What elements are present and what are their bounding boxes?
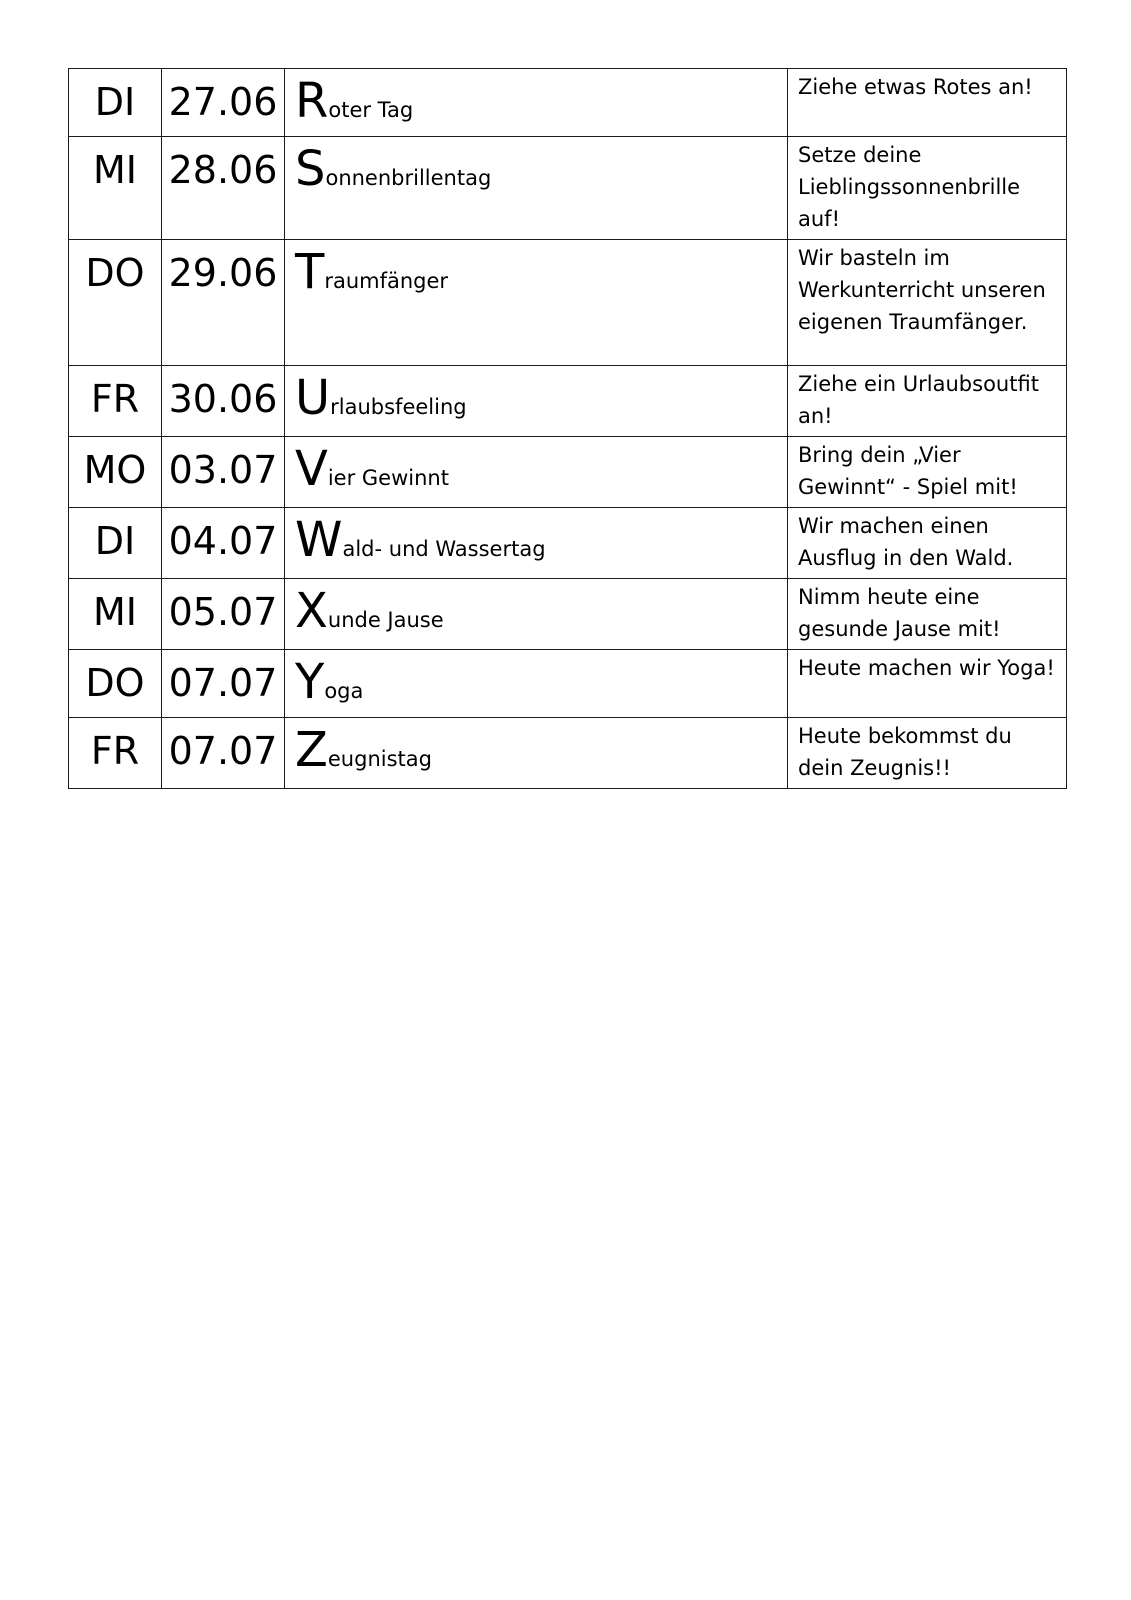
theme-cell xyxy=(285,69,788,137)
note-cell: Wir basteln im Werkunterricht unseren eigenen Traumfänger. xyxy=(788,240,1067,366)
theme-cell xyxy=(285,579,788,650)
table-row xyxy=(69,437,1067,508)
date-cell: 30.06 xyxy=(162,366,285,437)
day-cell: DI xyxy=(69,508,162,579)
date-cell: 04.07 xyxy=(162,508,285,579)
table-row xyxy=(69,69,1067,137)
table-row xyxy=(69,137,1067,240)
theme-initial: Y xyxy=(295,654,325,710)
theme-initial: V xyxy=(295,441,328,497)
note-cell: Heute bekommst du dein Zeugnis!! xyxy=(788,718,1067,789)
theme-initial: R xyxy=(295,73,329,129)
date-cell: 29.06 xyxy=(162,240,285,366)
note-cell: Bring dein „Vier Gewinnt“ - Spiel mit! xyxy=(788,437,1067,508)
note-cell: Heute machen wir Yoga! xyxy=(788,650,1067,718)
theme-rest: unde Jause xyxy=(327,608,444,632)
theme-rest: rlaubsfeeling xyxy=(330,395,467,419)
table-row xyxy=(69,508,1067,579)
note-cell: Wir machen einen Ausflug in den Wald. xyxy=(788,508,1067,579)
day-cell: MO xyxy=(69,437,162,508)
theme-initial: W xyxy=(295,512,343,568)
day-cell: DI xyxy=(69,69,162,137)
note-cell: Ziehe etwas Rotes an! xyxy=(788,69,1067,137)
day-cell: FR xyxy=(69,366,162,437)
theme-initial: S xyxy=(295,141,326,197)
theme-rest: ier Gewinnt xyxy=(327,466,449,490)
theme-cell xyxy=(285,437,788,508)
date-cell: 07.07 xyxy=(162,718,285,789)
theme-initial: Z xyxy=(295,722,328,778)
theme-rest: oga xyxy=(324,679,364,703)
theme-cell xyxy=(285,718,788,789)
day-cell: MI xyxy=(69,137,162,240)
date-cell: 28.06 xyxy=(162,137,285,240)
note-cell: Nimm heute eine gesunde Jause mit! xyxy=(788,579,1067,650)
table-row xyxy=(69,579,1067,650)
note-cell: Setze deine Lieblingssonnenbrille auf! xyxy=(788,137,1067,240)
theme-rest: raumfänger xyxy=(324,269,449,293)
theme-cell xyxy=(285,650,788,718)
theme-initial: T xyxy=(295,244,325,300)
theme-cell xyxy=(285,508,788,579)
date-cell: 27.06 xyxy=(162,69,285,137)
day-cell: DO xyxy=(69,240,162,366)
theme-initial: X xyxy=(295,583,328,639)
theme-initial: U xyxy=(295,370,331,426)
theme-rest: onnenbrillentag xyxy=(325,166,492,190)
theme-cell xyxy=(285,137,788,240)
table-row xyxy=(69,240,1067,366)
table-row xyxy=(69,366,1067,437)
day-cell: MI xyxy=(69,579,162,650)
table-row xyxy=(69,718,1067,789)
table-row xyxy=(69,650,1067,718)
date-cell: 03.07 xyxy=(162,437,285,508)
theme-rest: oter Tag xyxy=(328,98,414,122)
day-cell: DO xyxy=(69,650,162,718)
theme-cell xyxy=(285,366,788,437)
date-cell: 05.07 xyxy=(162,579,285,650)
date-cell: 07.07 xyxy=(162,650,285,718)
theme-rest: ald- und Wassertag xyxy=(342,537,546,561)
note-cell: Ziehe ein Urlaubsoutfit an! xyxy=(788,366,1067,437)
theme-cell xyxy=(285,240,788,366)
day-cell: FR xyxy=(69,718,162,789)
schedule-table xyxy=(68,68,1067,789)
theme-rest: eugnistag xyxy=(327,747,432,771)
